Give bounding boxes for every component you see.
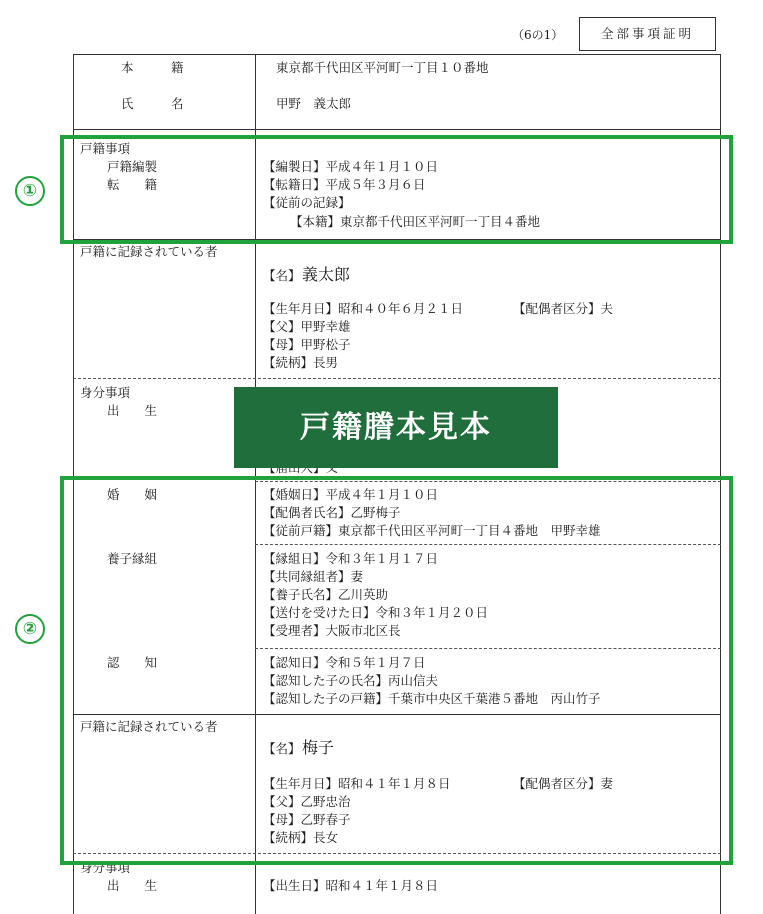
person2-relation: 【続柄】長女 — [263, 830, 339, 845]
separator-1 — [73, 129, 721, 130]
ninchi-line-3: 【認知した子の戸籍】千葉市中央区千葉港５番地 丙山竹子 — [263, 691, 601, 706]
honseki-label: 本 籍 — [121, 60, 184, 75]
tenseki-date: 【転籍日】平成５年３月６日 — [263, 177, 426, 192]
yoshi-label: 養子縁組 — [107, 551, 158, 566]
yoshi-line-1: 【縁組日】令和３年１月１７日 — [263, 551, 439, 566]
shimei-value: 甲野 義太郎 — [276, 96, 352, 111]
shimei-label: 氏 名 — [121, 96, 184, 111]
former-honseki: 【本籍】東京都千代田区平河町一丁目４番地 — [290, 214, 541, 229]
marker-1-icon: ① — [15, 176, 45, 206]
kon-label: 婚 姻 — [107, 487, 158, 502]
yoshi-line-3: 【養子氏名】乙川英助 — [263, 587, 389, 602]
separator-dashed-1 — [73, 378, 721, 379]
person2-spouse-type: 【配偶者区分】妻 — [513, 776, 614, 791]
highlight-box-1 — [60, 135, 733, 244]
certificate-title: 全部事項証明 — [579, 17, 716, 51]
person2-name-tag: 【名】 — [263, 741, 301, 756]
yoshi-line-4: 【送付を受けた日】令和３年１月２０日 — [263, 605, 489, 620]
koseki-hensei-label: 戸籍編製 — [107, 159, 158, 174]
person1-spouse-type: 【配偶者区分】夫 — [513, 301, 614, 316]
yoshi-line-2: 【共同縁組者】妻 — [263, 569, 364, 584]
person1-name-tag: 【名】 — [263, 268, 301, 283]
person2-birthdate: 【生年月日】昭和４１年１月８日 — [263, 776, 451, 791]
person1-relation: 【続柄】長男 — [263, 355, 339, 370]
person2-birth-label: 出 生 — [107, 878, 158, 893]
person1-section-label: 戸籍に記録されている者 — [80, 244, 218, 259]
kon-line-1: 【婚姻日】平成４年１月１０日 — [263, 487, 439, 502]
person1-father: 【父】甲野幸雄 — [263, 319, 351, 334]
ninchi-label: 認 知 — [107, 655, 158, 670]
sample-watermark: 戸籍謄本見本 — [234, 387, 558, 468]
marker-2-icon: ② — [15, 614, 45, 644]
former-record: 【従前の記録】 — [263, 195, 351, 210]
person2-father: 【父】乙野忠治 — [263, 794, 351, 809]
person1-name: 義太郎 — [302, 265, 351, 284]
page-indicator: （6の1） — [512, 28, 564, 42]
yoshi-line-5: 【受理者】大阪市北区長 — [263, 623, 401, 638]
person1-mother: 【母】甲野松子 — [263, 337, 351, 352]
tenseki-label: 転 籍 — [107, 177, 158, 192]
ninchi-line-1: 【認知日】令和５年１月７日 — [263, 655, 426, 670]
person2-name: 梅子 — [302, 738, 335, 757]
koseki-jiko-heading: 戸籍事項 — [80, 141, 131, 156]
person1-birthdate: 【生年月日】昭和４０年６月２１日 — [263, 301, 464, 316]
frame-top-line — [73, 54, 721, 55]
honseki-value: 東京都千代田区平河町一丁目１０番地 — [276, 60, 489, 75]
highlight-box-2 — [60, 476, 733, 865]
kon-line-2: 【配偶者氏名】乙野梅子 — [263, 505, 401, 520]
person1-mibun-heading: 身分事項 — [80, 385, 131, 400]
person2-mibun-heading: 身分事項 — [80, 860, 131, 875]
hensei-date: 【編製日】平成４年１月１０日 — [263, 159, 439, 174]
person2-mother: 【母】乙野春子 — [263, 812, 351, 827]
ninchi-line-2: 【認知した子の氏名】丙山信夫 — [263, 673, 439, 688]
person1-birth-label: 出 生 — [107, 403, 158, 418]
person2-section-label: 戸籍に記録されている者 — [80, 719, 218, 734]
kon-line-3: 【従前戸籍】東京都千代田区平河町一丁目４番地 甲野幸雄 — [263, 523, 601, 538]
person2-birth-line: 【出生日】昭和４１年１月８日 — [263, 878, 439, 893]
